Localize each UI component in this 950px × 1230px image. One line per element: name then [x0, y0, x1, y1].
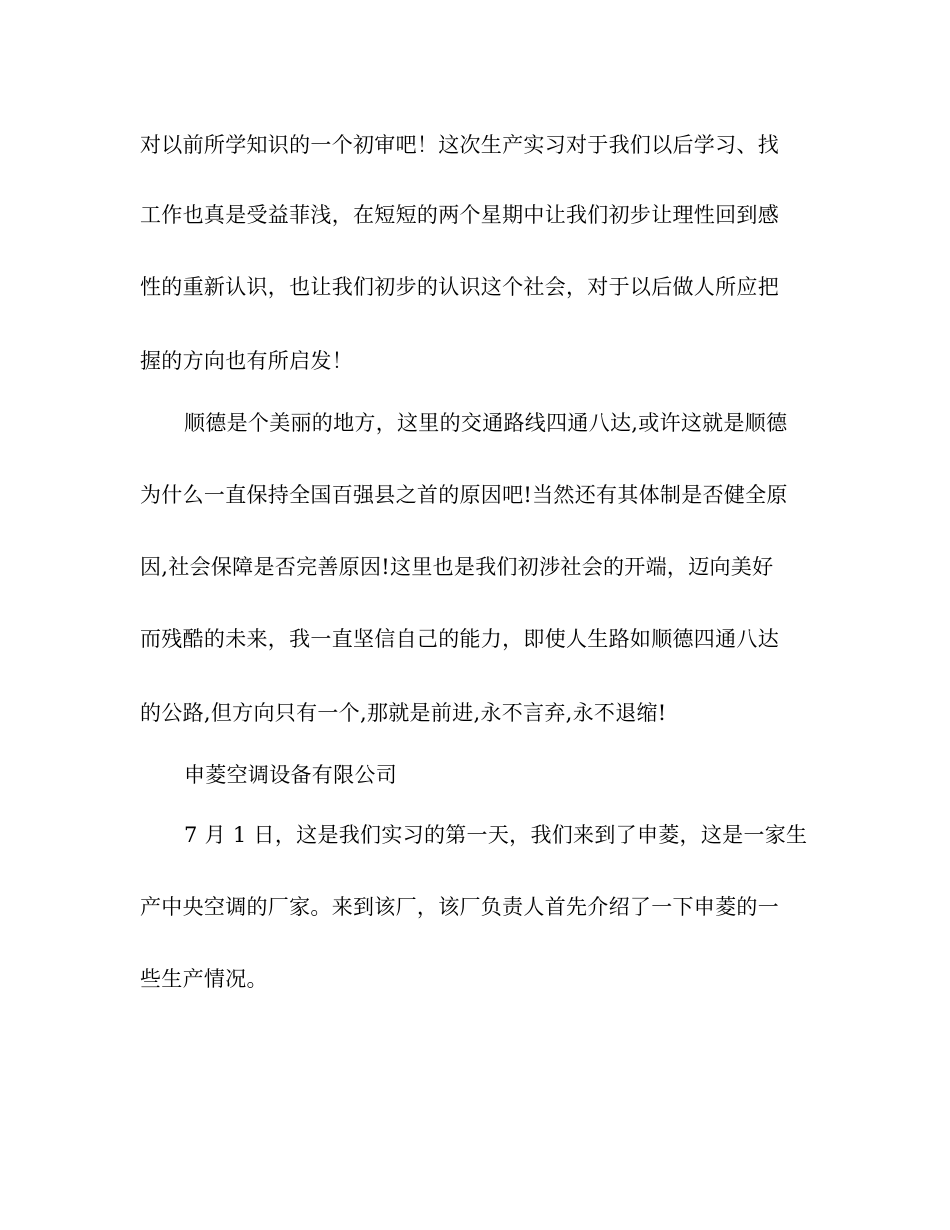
paragraph-1-line-4: 握的方向也有所启发！	[140, 349, 353, 373]
paragraph-2-line-4: 而残酷的未来，我一直坚信自己的能力，即使人生路如顺德四通八达	[140, 627, 779, 651]
paragraph-2-line-2: 为什么一直保持全国百强县之首的原因吧!当然还有其体制是否健全原	[140, 483, 788, 507]
section-heading: 申菱空调设备有限公司	[184, 763, 397, 787]
paragraph-3-line-3: 些生产情况。	[140, 967, 268, 991]
paragraph-2-line-3: 因,社会保障是否完善原因!这里也是我们初涉社会的开端，迈向美好	[140, 555, 774, 579]
paragraph-3-line-1: 7 月 1 日，这是我们实习的第一天，我们来到了申菱，这是一家生	[184, 823, 808, 847]
paragraph-2-line-5: 的公路,但方向只有一个,那就是前进,永不言弃,永不退缩!	[140, 701, 667, 725]
paragraph-2-line-1: 顺德是个美丽的地方，这里的交通路线四通八达,或许这就是顺德	[184, 411, 788, 435]
paragraph-1-line-2: 工作也真是受益菲浅，在短短的两个星期中让我们初步让理性回到感	[140, 203, 779, 227]
paragraph-3-line-2: 产中央空调的厂家。来到该厂，该厂负责人首先介绍了一下申菱的一	[140, 895, 779, 919]
paragraph-1-line-3: 性的重新认识，也让我们初步的认识这个社会，对于以后做人所应把	[140, 275, 779, 299]
paragraph-1-line-1: 对以前所学知识的一个初审吧！这次生产实习对于我们以后学习、找	[140, 133, 779, 157]
